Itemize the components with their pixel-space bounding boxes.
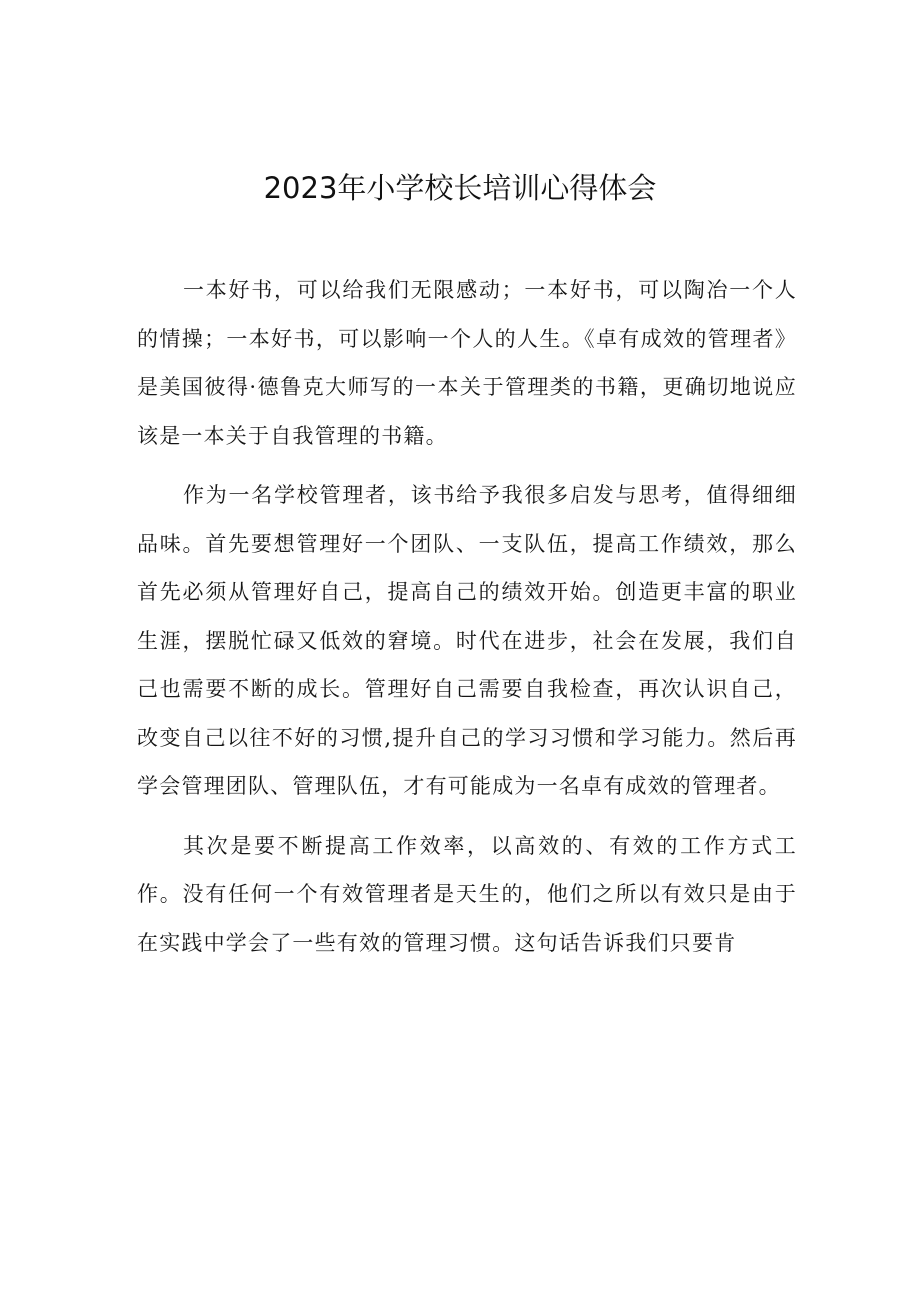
paragraph-2: 作为一名学校管理者，该书给予我很多启发与思考，值得细细品味。首先要想管理好一个团队、一支队伍，提高工作绩效，那么首先必须从管理好自己，提高自己的绩效开始。创造更丰富的职业生涯，摆脱忙碌又低效的窘境。时代在进步，社会在发展，我们自己也需要不断的成长。管理好自己需要自我检查，再次认识自己，改变自己以往不好的习惯,提升自己的学习习惯和学习能力。然后再学会管理团队、管理队伍，才有可能成为一名卓有成效的管理者。 xyxy=(137,483,797,798)
paragraph-1: 一本好书，可以给我们无限感动；一本好书，可以陶冶一个人的情操；一本好书，可以影响一个人的人生。《卓有成效的管理者》是美国彼得·德鲁克大师写的一本关于管理类的书籍，更确切地说应该是一本关于自我管理的书籍。 xyxy=(137,278,797,448)
paragraph-3: 其次是要不断提高工作效率，以高效的、有效的工作方式工作。没有任何一个有效管理者是天生的，他们之所以有效只是由于在实践中学会了一些有效的管理习惯。这句话告诉我们只要肯 xyxy=(137,833,797,955)
document-title: 2023年小学校长培训心得体会 xyxy=(263,171,657,205)
document-body xyxy=(137,266,797,978)
